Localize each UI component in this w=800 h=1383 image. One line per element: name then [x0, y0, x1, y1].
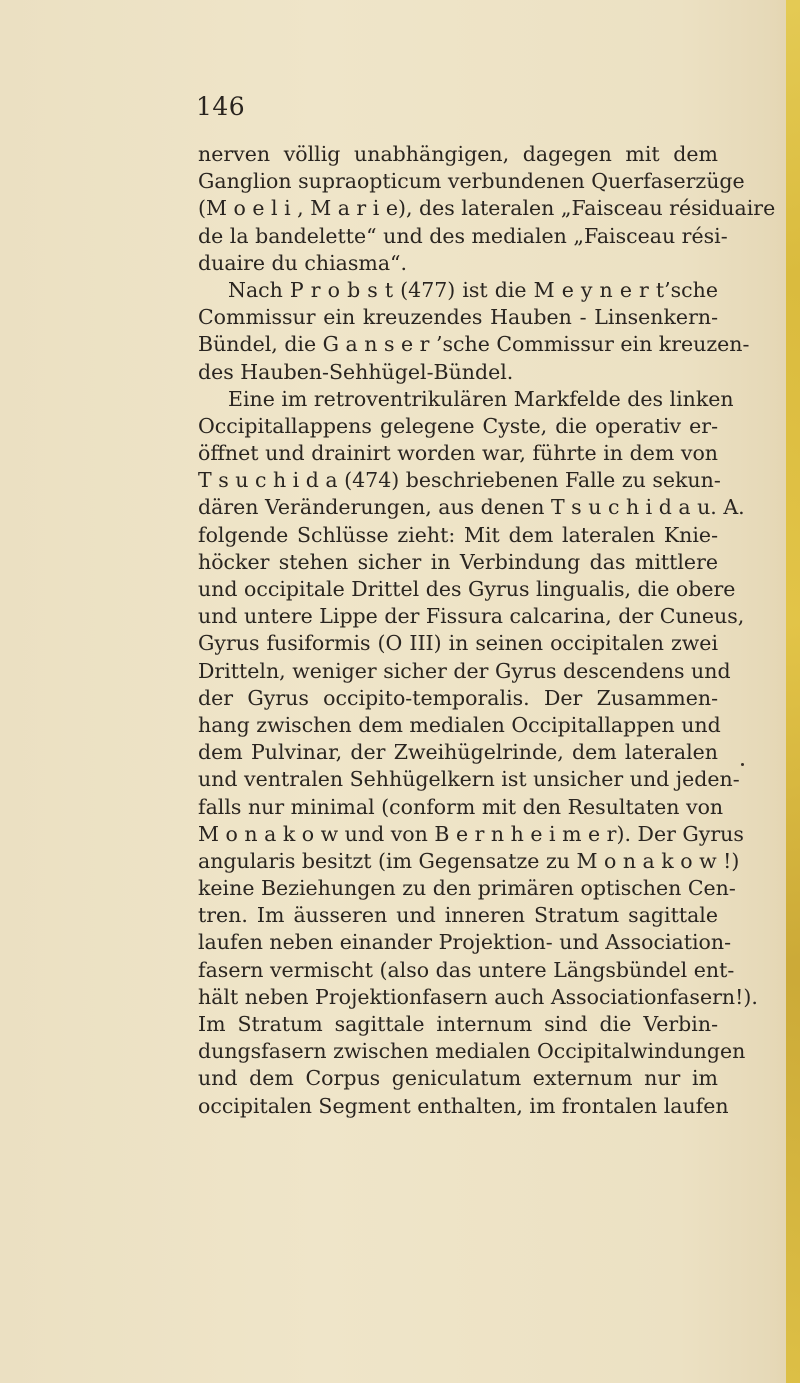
- text-line: occipitalen Segment enthalten, im frontalen laufen: [198, 1093, 729, 1118]
- ink-speck: [741, 763, 744, 766]
- text-line: und ventralen Sehhügelkern ist unsicher und jeden-: [198, 767, 740, 792]
- text-line: M o n a k o w und von B e r n h e i m e r). Der Gyrus: [198, 821, 744, 846]
- text-line: T s u c h i d a (474) beschriebenen Falle zu sekun-: [198, 468, 721, 493]
- text-line: duaire du chiasma“.: [198, 250, 408, 275]
- text-line: Im Stratum sagittale internum sind die Verbin-: [198, 1012, 718, 1036]
- text-line: Nach P r o b s t (477) ist die M e y n e r t’sche: [228, 277, 718, 302]
- text-line: Occipitallappens gelegene Cyste, die operativ er-: [198, 413, 718, 438]
- text-line: dem Pulvinar, der Zweihügelrinde, dem lateralen: [198, 740, 718, 765]
- text-line: des Hauben-Sehhügel-Bündel.: [198, 359, 514, 384]
- text-line: Eine im retroventrikulären Markfelde des linken: [228, 386, 734, 411]
- text-line: Dritteln, weniger sicher der Gyrus descendens und: [198, 658, 731, 683]
- text-line: Gyrus fusiformis (O III) in seinen occipitalen zwei: [198, 631, 718, 656]
- text-line: dären Veränderungen, aus denen T s u c h i d a u. A.: [198, 495, 745, 520]
- text-line: falls nur minimal (conform mit den Resultaten von: [198, 794, 724, 819]
- body-text: [198, 141, 776, 1120]
- text-line: nerven völlig unabhängigen, dagegen mit dem: [198, 142, 718, 166]
- text-line: der Gyrus occipito-temporalis. Der Zusammen-: [198, 685, 718, 710]
- text-line: laufen neben einander Projektion- und Association-: [198, 930, 731, 955]
- text-line: angularis besitzt (im Gegensatze zu M o n a k o w !): [198, 848, 740, 873]
- text-line: und dem Corpus geniculatum externum nur im: [198, 1066, 718, 1091]
- text-line: öffnet und drainirt worden war, führte in dem von: [198, 441, 718, 466]
- text-line: hang zwischen dem medialen Occipitallappen und: [198, 712, 721, 737]
- text-line: dungsfasern zwischen medialen Occipitalwindungen: [198, 1039, 746, 1064]
- text-line: hält neben Projektionfasern auch Associationfasern!).: [198, 984, 758, 1009]
- text-line: und untere Lippe der Fissura calcarina, der Cuneus,: [198, 604, 745, 629]
- text-line: folgende Schlüsse zieht: Mit dem lateralen Knie-: [198, 522, 718, 547]
- text-line: Ganglion supraopticum verbundenen Querfaserzüge: [198, 169, 745, 194]
- text-line: und occipitale Drittel des Gyrus lingualis, die obere: [198, 577, 736, 601]
- text-line: höcker stehen sicher in Verbindung das mittlere: [198, 549, 718, 574]
- text-line: Bündel, die G a n s e r ’sche Commissur ein kreuzen-: [198, 332, 750, 357]
- text-line: fasern vermischt (also das untere Längsbündel ent-: [198, 957, 735, 982]
- text-line: de la bandelette“ und des medialen „Faisceau rési-: [198, 223, 728, 248]
- text-line: (M o e l i , M a r i e), des lateralen „Faisceau résiduaire: [198, 196, 776, 221]
- page-edge: [786, 0, 800, 1383]
- page-number: 146: [196, 92, 246, 121]
- text-line: tren. Im äusseren und inneren Stratum sagittale: [198, 903, 718, 928]
- text-line: Commissur ein kreuzendes Hauben - Linsenkern-: [198, 305, 718, 330]
- text-line: keine Beziehungen zu den primären optischen Cen-: [198, 876, 736, 901]
